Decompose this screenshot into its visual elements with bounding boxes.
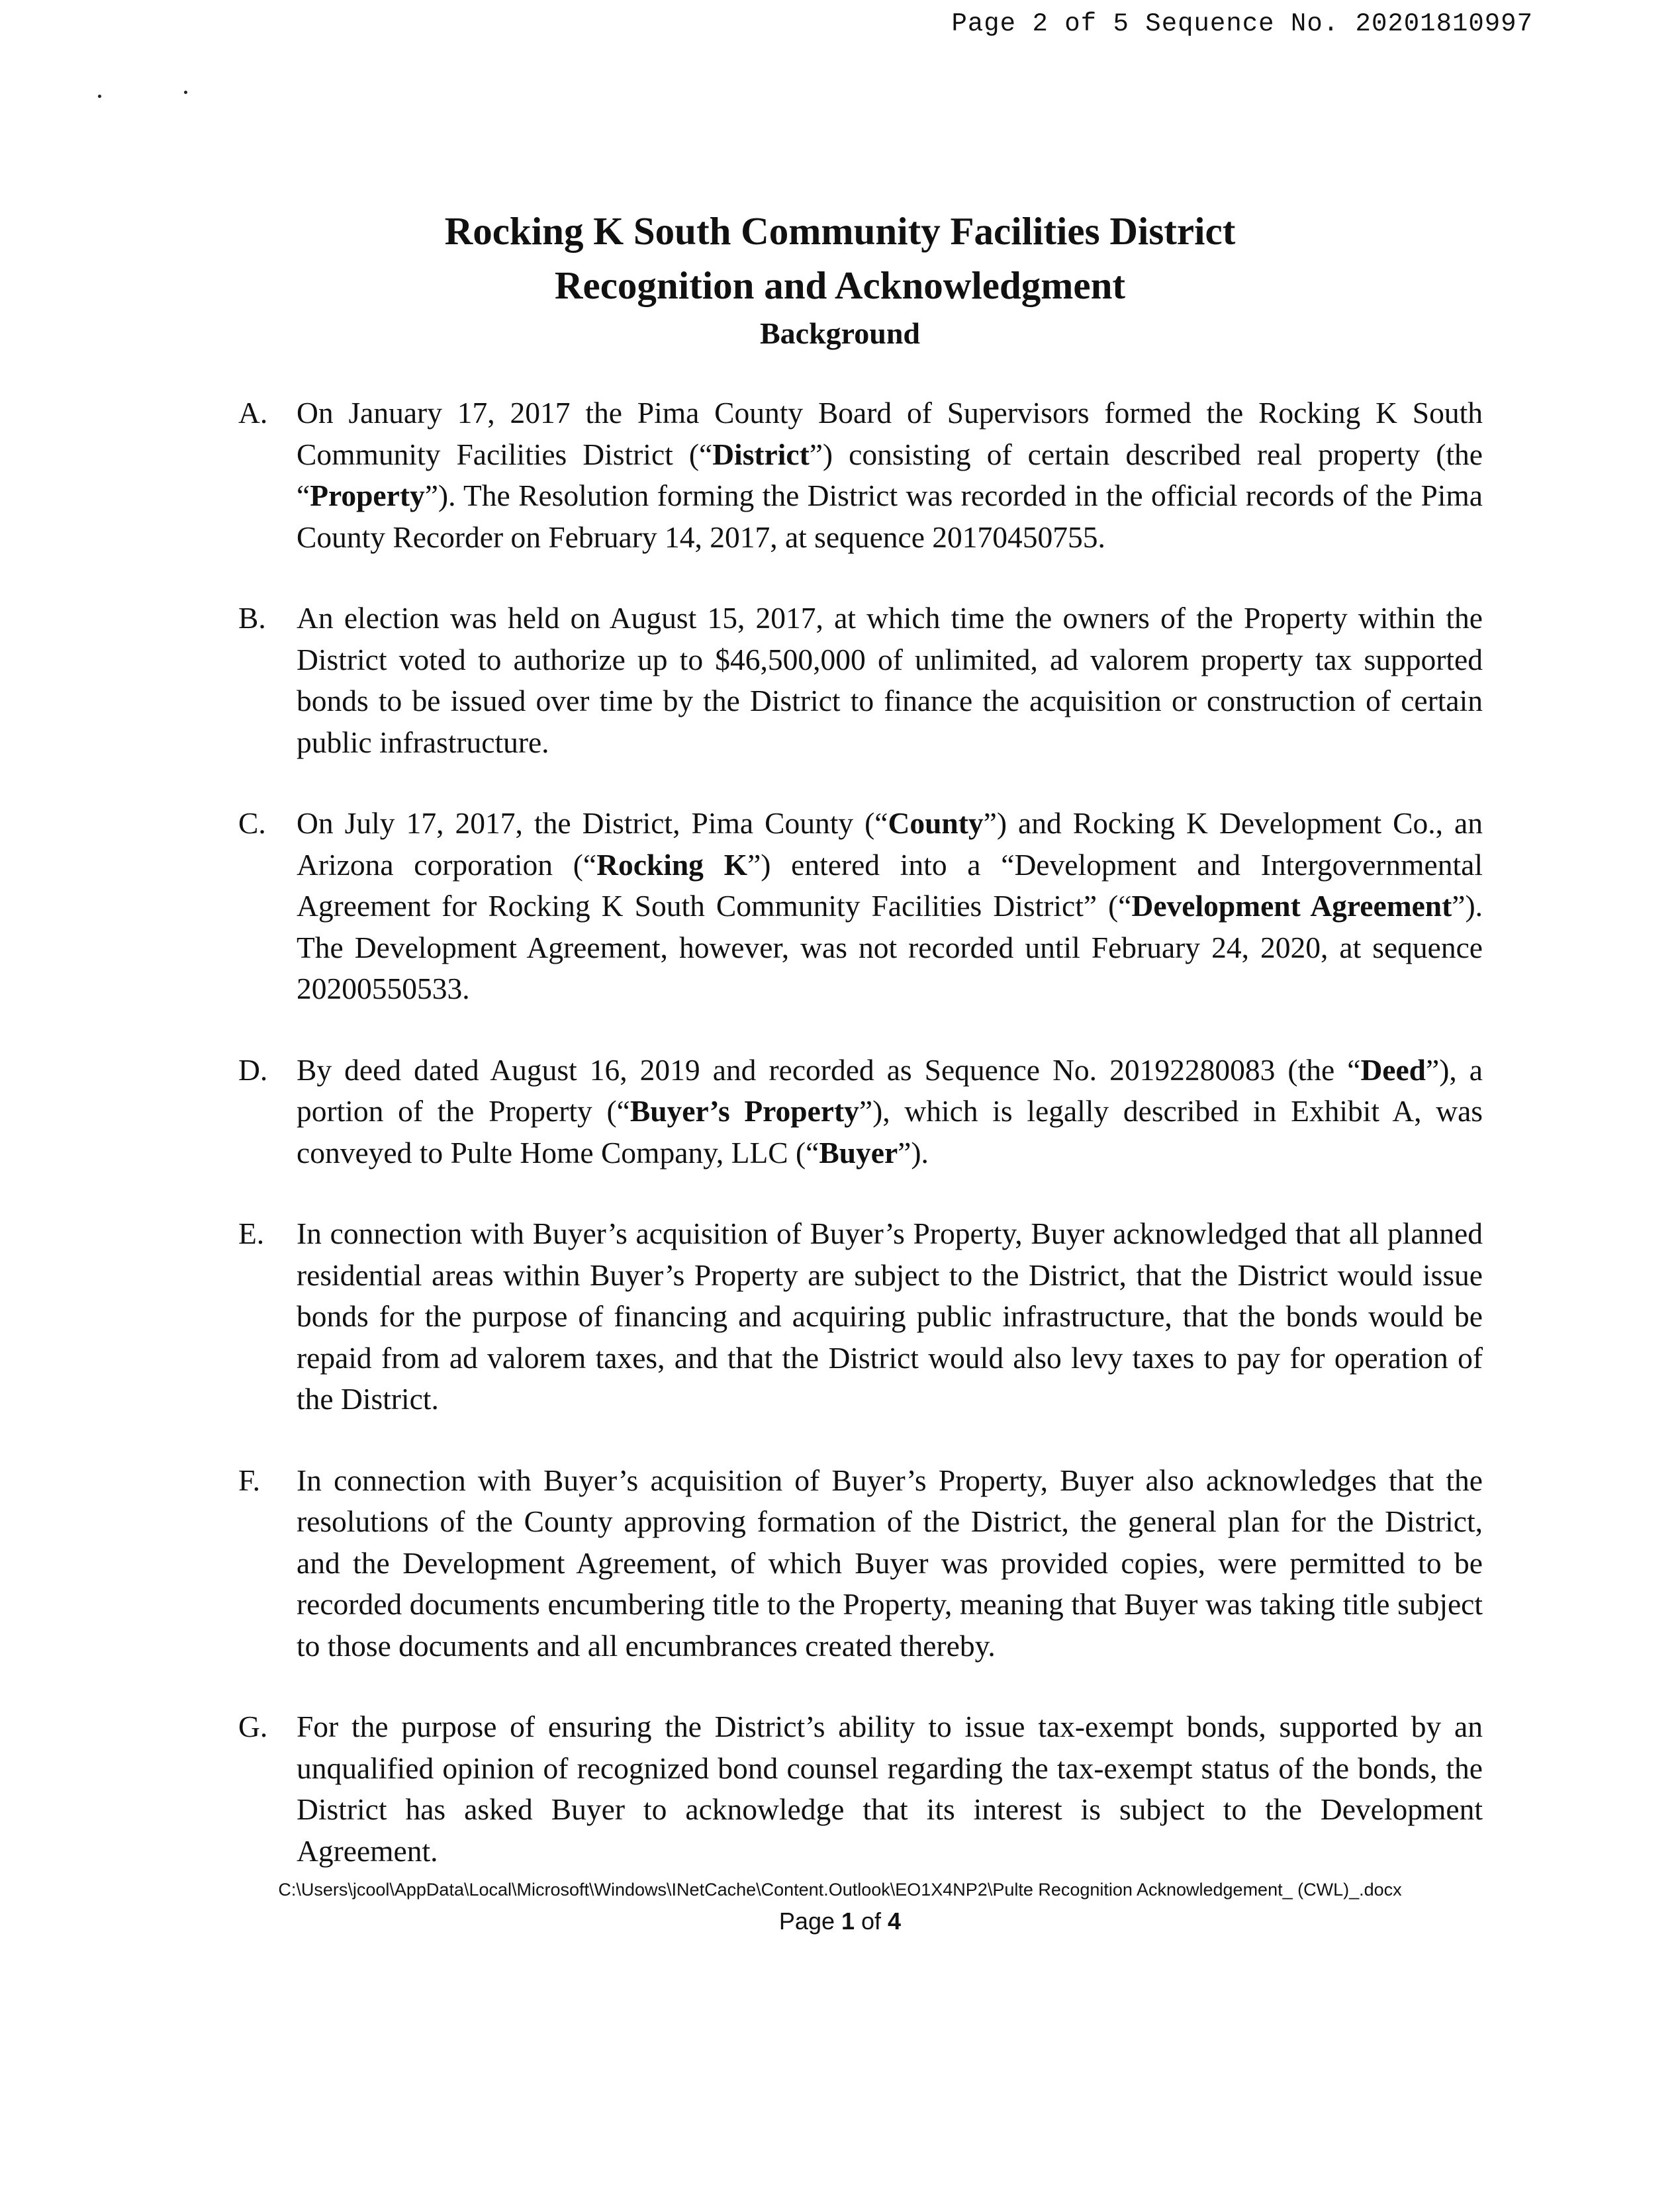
recital-text [297,1053,1483,1170]
recital-text [297,1710,1483,1868]
recital-text-segment: ”), a portion of the Property (“ [297,1052,1483,1128]
recital-text [297,1463,1483,1663]
recital-item [238,1213,1483,1420]
page-label-of: of [855,1907,888,1935]
section-heading: Background [759,316,921,350]
scan-speck [98,95,101,98]
recital-letter: D. [238,1052,268,1087]
recital-text-segment: By deed dated August 16, 2019 and recorded as Sequence No. 20192280083 (the “ [297,1052,1361,1087]
defined-term: Buyer [819,1135,898,1170]
recital-text-segment: ”). The Resolution forming the District was recorded in the official records of the Pima County Recorder on February 14, 2017, at sequence 20170450755. [297,479,1483,554]
defined-term: Development Agreement [1131,889,1452,923]
recital-text-segment: ”) and Rocking K Development Co., an Arizona corporation (“ [297,806,1483,882]
recital-text-segment: On January 17, 2017 the Pima County Board of Supervisors formed the Rocking K South Community Facilities District (“ [297,396,1483,471]
page-number-footer [0,1907,1680,1935]
recital-item [238,598,1483,763]
recital-text [297,601,1483,759]
recital-text [297,396,1483,554]
defined-term: Deed [1360,1052,1426,1087]
recital-text-segment: In connection with Buyer’s acquisition of Buyer’s Property, Buyer acknowledged that all planned residential areas within Buyer’s Property are subject to the District, that the District would issue bonds for the purpose of financing and acquiring public infrastructure, that the bonds would be repaid from ad valorem taxes, and that the District would also levy taxes to pay for operation of the District. [297,1217,1483,1416]
recital-item [238,803,1483,1010]
recital-text-segment: ”) consisting of certain described real property (the “ [297,437,1483,512]
recital-text [297,1217,1483,1416]
recital-text-segment: ”), which is legally described in Exhibit A, was conveyed to Pulte Home Company, LLC (“ [297,1094,1483,1170]
recital-item [238,1706,1483,1872]
defined-term: Property [310,479,425,512]
recital-letter: E. [238,1217,265,1250]
recital-item [238,392,1483,558]
file-path-footer: C:\Users\jcool\AppData\Local\Microsoft\Windows\INetCache\Content.Outlook\EO1X4NP2\Pulte Recognition Acknowledgement_ (CWL)_.docx [278,1880,1402,1900]
document-subtitle: Recognition and Acknowledgment [554,263,1126,307]
recital-text-segment: For the purpose of ensuring the District’s ability to issue tax-exempt bonds, supported by an unqualified opinion of recognized bond counsel regarding the tax-exempt status of the bonds, the District has asked Buyer to acknowledge that its interest is subject to the Development Agreement. [297,1710,1483,1868]
recital-letter: F. [238,1463,261,1497]
page-total: 4 [888,1907,902,1935]
recital-letter: A. [238,396,268,430]
recording-page-stamp: Page 2 of 5 Sequence No. 20201810997 [951,9,1533,38]
recital-item [238,1050,1483,1174]
recital-text-segment: ”). The Development Agreement, however, was not recorded until February 24, 2020, at sequence 20200550533. [297,889,1483,1005]
recital-letter: B. [238,601,266,635]
scan-speck [184,91,187,94]
recital-item [238,1460,1483,1667]
recitals-list [238,392,1483,1911]
page-current: 1 [841,1907,855,1935]
recital-text [297,806,1483,1005]
document-title-block [0,204,1680,355]
page-label-prefix: Page [778,1907,841,1935]
recital-text-segment: ”) entered into a “Development and Intergovernmental Agreement for Rocking K South Community Facilities District” (“ [297,847,1483,923]
defined-term: County [888,806,984,840]
recital-letter: G. [238,1710,268,1743]
recital-text-segment: An election was held on August 15, 2017, at which time the owners of the Property within the District voted to authorize up to $46,500,000 of unlimited, ad valorem property tax supported bonds to be issued over time by the District to finance the acquisition or construction of certain public infrastructure. [297,601,1483,759]
defined-term: Rocking K [596,847,748,882]
recital-text-segment: On July 17, 2017, the District, Pima County (“ [297,806,888,840]
recital-text-segment: ”). [898,1135,929,1170]
document-title: Rocking K South Community Facilities District [444,209,1236,253]
recital-text-segment: In connection with Buyer’s acquisition of Buyer’s Property, Buyer also acknowledges that the resolutions of the County approving formation of the District, the general plan for the District, and the Development Agreement, of which Buyer was provided copies, were permitted to be recorded documents encumbering title to the Property, meaning that Buyer was taking title subject to those documents and all encumbrances created thereby. [297,1463,1483,1663]
defined-term: District [712,437,810,471]
defined-term: Buyer’s Property [630,1094,859,1128]
recital-letter: C. [238,806,266,840]
